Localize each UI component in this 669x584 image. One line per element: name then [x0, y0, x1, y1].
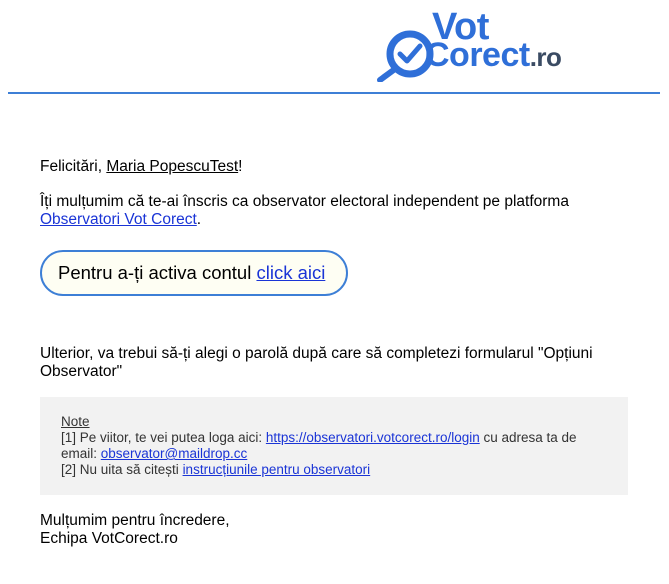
note-2 — [61, 462, 608, 478]
logo-text-vot: Vot — [432, 6, 489, 48]
logo-text-ro: .ro — [529, 42, 562, 72]
logo-text-corect — [425, 38, 561, 74]
activation-link[interactable]: click aici — [256, 262, 326, 283]
activation-text: Pentru a-ți activa contul — [58, 262, 257, 283]
notes-title: Note — [61, 414, 90, 429]
email-header — [0, 0, 669, 95]
greeting-line — [40, 158, 242, 176]
intro-text: Îți mulțumim că te-ai înscris ca observator electoral independent pe platforma — [40, 193, 569, 210]
activation-box — [40, 250, 348, 296]
note-2-prefix: [2] Nu uita să citești — [61, 462, 183, 477]
signoff-line-2: Echipa VotCorect.ro — [40, 530, 178, 547]
votcorect-logo[interactable] — [376, 8, 576, 78]
note-1-mid: cu adresa ta de email: — [61, 430, 577, 461]
logo-text-corect-main: Corect — [425, 36, 530, 74]
login-link[interactable]: https://observatori.votcorect.ro/login — [265, 430, 480, 445]
intro-paragraph — [40, 193, 630, 229]
email-link[interactable]: observator@maildrop.cc — [100, 446, 248, 461]
intro-end: . — [196, 211, 202, 228]
note-1-prefix: [1] Pe viitor, te vei putea loga aici: — [61, 430, 266, 445]
recipient-name: Maria PopescuTest — [106, 158, 239, 175]
greeting-prefix: Felicitări, — [40, 158, 107, 175]
note-1 — [61, 430, 608, 462]
instructions-link[interactable]: instrucțiunile pentru observatori — [182, 462, 371, 477]
platform-link[interactable]: Observatori Vot Corect — [40, 211, 197, 228]
followup-paragraph: Ulterior, va trebui să-ți alegi o parolă după care să completezi formularul "Opțiuni Observator" — [40, 345, 593, 380]
notes-box — [40, 397, 628, 495]
greeting-suffix: ! — [238, 158, 243, 175]
header-divider — [8, 92, 660, 94]
signoff-line-1: Mulțumim pentru încredere, — [40, 512, 230, 529]
